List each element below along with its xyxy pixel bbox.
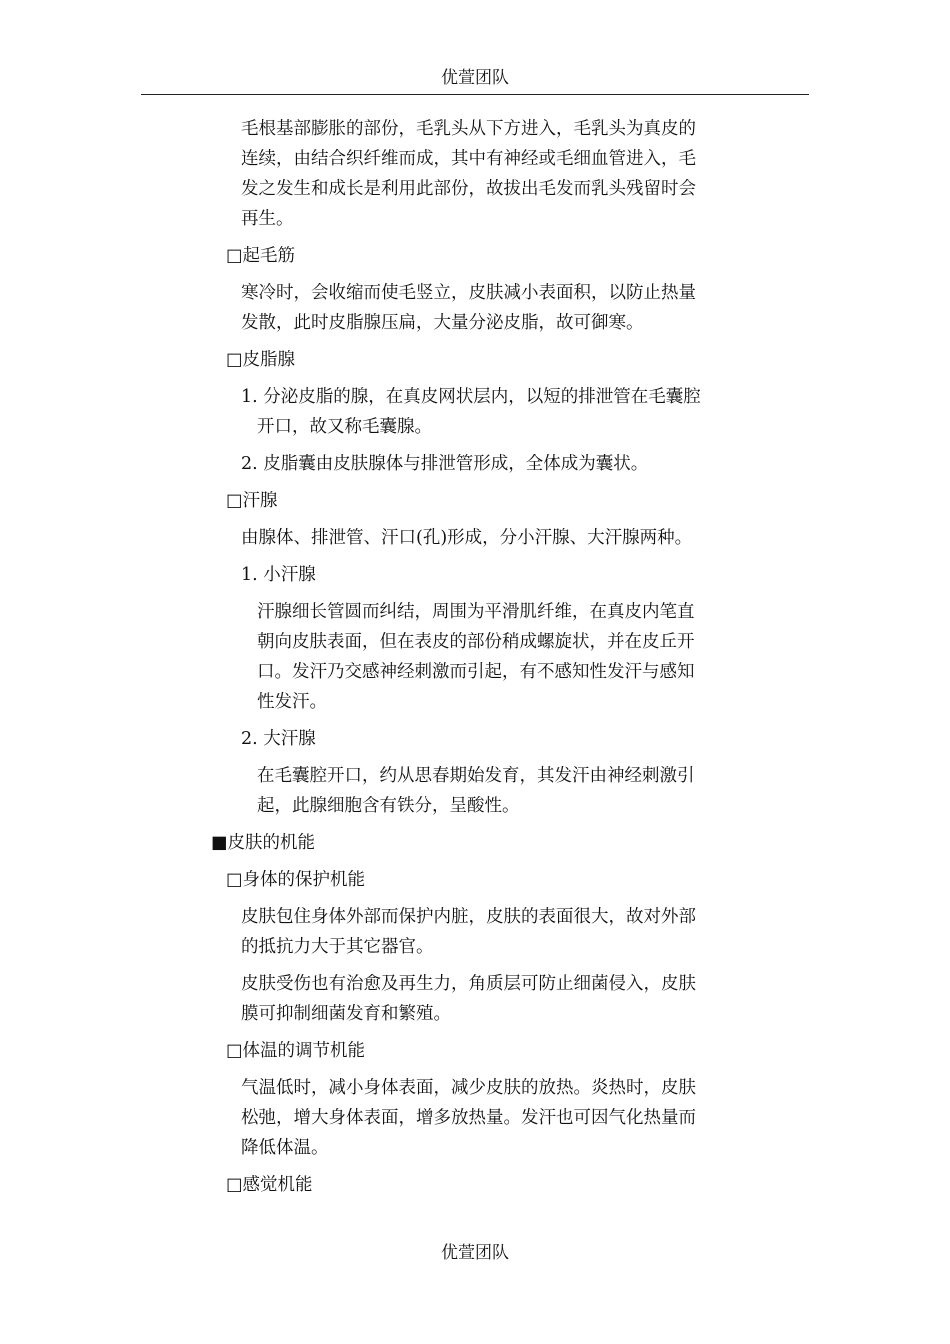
heading-sebaceous-gland: □皮脂腺 (226, 350, 296, 370)
numbered-item-2: 2. 皮脂囊由皮肤腺体与排泄管形成，全体成为囊状。 (241, 454, 649, 474)
header-rule (141, 94, 809, 95)
text-line: 皮肤包住身体外部而保护内脏，皮肤的表面很大，故对外部 (241, 907, 696, 927)
numbered-item-apocrine: 2. 大汗腺 (241, 729, 316, 749)
paragraph-thermoregulation (241, 1073, 950, 1163)
paragraph-hair-papilla (241, 114, 950, 234)
text-line: 1. 分泌皮脂的腺，在真皮网状层内，以短的排泄管在毛囊腔 (241, 387, 701, 407)
text-line: 再生。 (241, 209, 294, 229)
paragraph-apocrine (257, 761, 950, 821)
text-line: 寒冷时，会收缩而使毛竖立，皮肤减小表面积，以防止热量 (241, 283, 696, 303)
text-line: 性发汗。 (257, 692, 327, 712)
text-line: 汗腺细长管圆而纠结，周围为平滑肌纤维，在真皮内笔直 (257, 602, 695, 622)
heading-sensory-function: □感觉机能 (226, 1175, 313, 1195)
text-line: 气温低时，减小身体表面，减少皮肤的放热。炎热时，皮肤 (241, 1078, 696, 1098)
numbered-item-1 (241, 382, 950, 442)
paragraph-protection-2 (241, 969, 950, 1029)
paragraph-eccrine (257, 597, 950, 717)
page-header: 优萱团队 (441, 68, 509, 88)
paragraph-protection-1 (241, 902, 950, 962)
text-line: 朝向皮肤表面，但在表皮的部份稍成螺旋状，并在皮丘开 (257, 632, 695, 652)
heading-skin-functions: ■皮肤的机能 (211, 833, 316, 853)
page-footer: 优萱团队 (441, 1243, 509, 1263)
text-line: 的抵抗力大于其它器官。 (241, 937, 434, 957)
paragraph-sweat-gland: 由腺体、排泄管、汗口(孔)形成，分小汗腺、大汗腺两种。 (241, 528, 693, 548)
text-line: 皮肤受伤也有治愈及再生力，角质层可防止细菌侵入，皮肤 (241, 974, 696, 994)
text-line: 在毛囊腔开口，约从思春期始发育，其发汗由神经刺激引 (257, 766, 695, 786)
text-line: 发散，此时皮脂腺压扁，大量分泌皮脂，故可御寒。 (241, 313, 644, 333)
heading-thermoregulation: □体温的调节机能 (226, 1041, 366, 1061)
heading-protection-function: □身体的保护机能 (226, 870, 366, 890)
text-line: 连续，由结合织纤维而成，其中有神经或毛细血管进入，毛 (241, 149, 696, 169)
text-line: 发之发生和成长是利用此部份，故拔出毛发而乳头残留时会 (241, 179, 696, 199)
paragraph-arrector-pili (241, 278, 950, 338)
text-line: 膜可抑制细菌发育和繁殖。 (241, 1004, 451, 1024)
document-body (0, 114, 950, 1200)
heading-sweat-gland: □汗腺 (226, 491, 278, 511)
numbered-item-eccrine: 1. 小汗腺 (241, 565, 316, 585)
text-line: 开口，故又称毛囊腺。 (257, 417, 432, 437)
text-line: 起，此腺细胞含有铁分，呈酸性。 (257, 796, 520, 816)
heading-arrector-pili: □起毛筋 (226, 246, 296, 266)
text-line: 降低体温。 (241, 1138, 329, 1158)
text-line: 松弛，增大身体表面，增多放热量。发汗也可因气化热量而 (241, 1108, 696, 1128)
text-line: 口。发汗乃交感神经刺激而引起，有不感知性发汗与感知 (257, 662, 695, 682)
text-line: 毛根基部膨胀的部份，毛乳头从下方进入，毛乳头为真皮的 (241, 119, 696, 139)
